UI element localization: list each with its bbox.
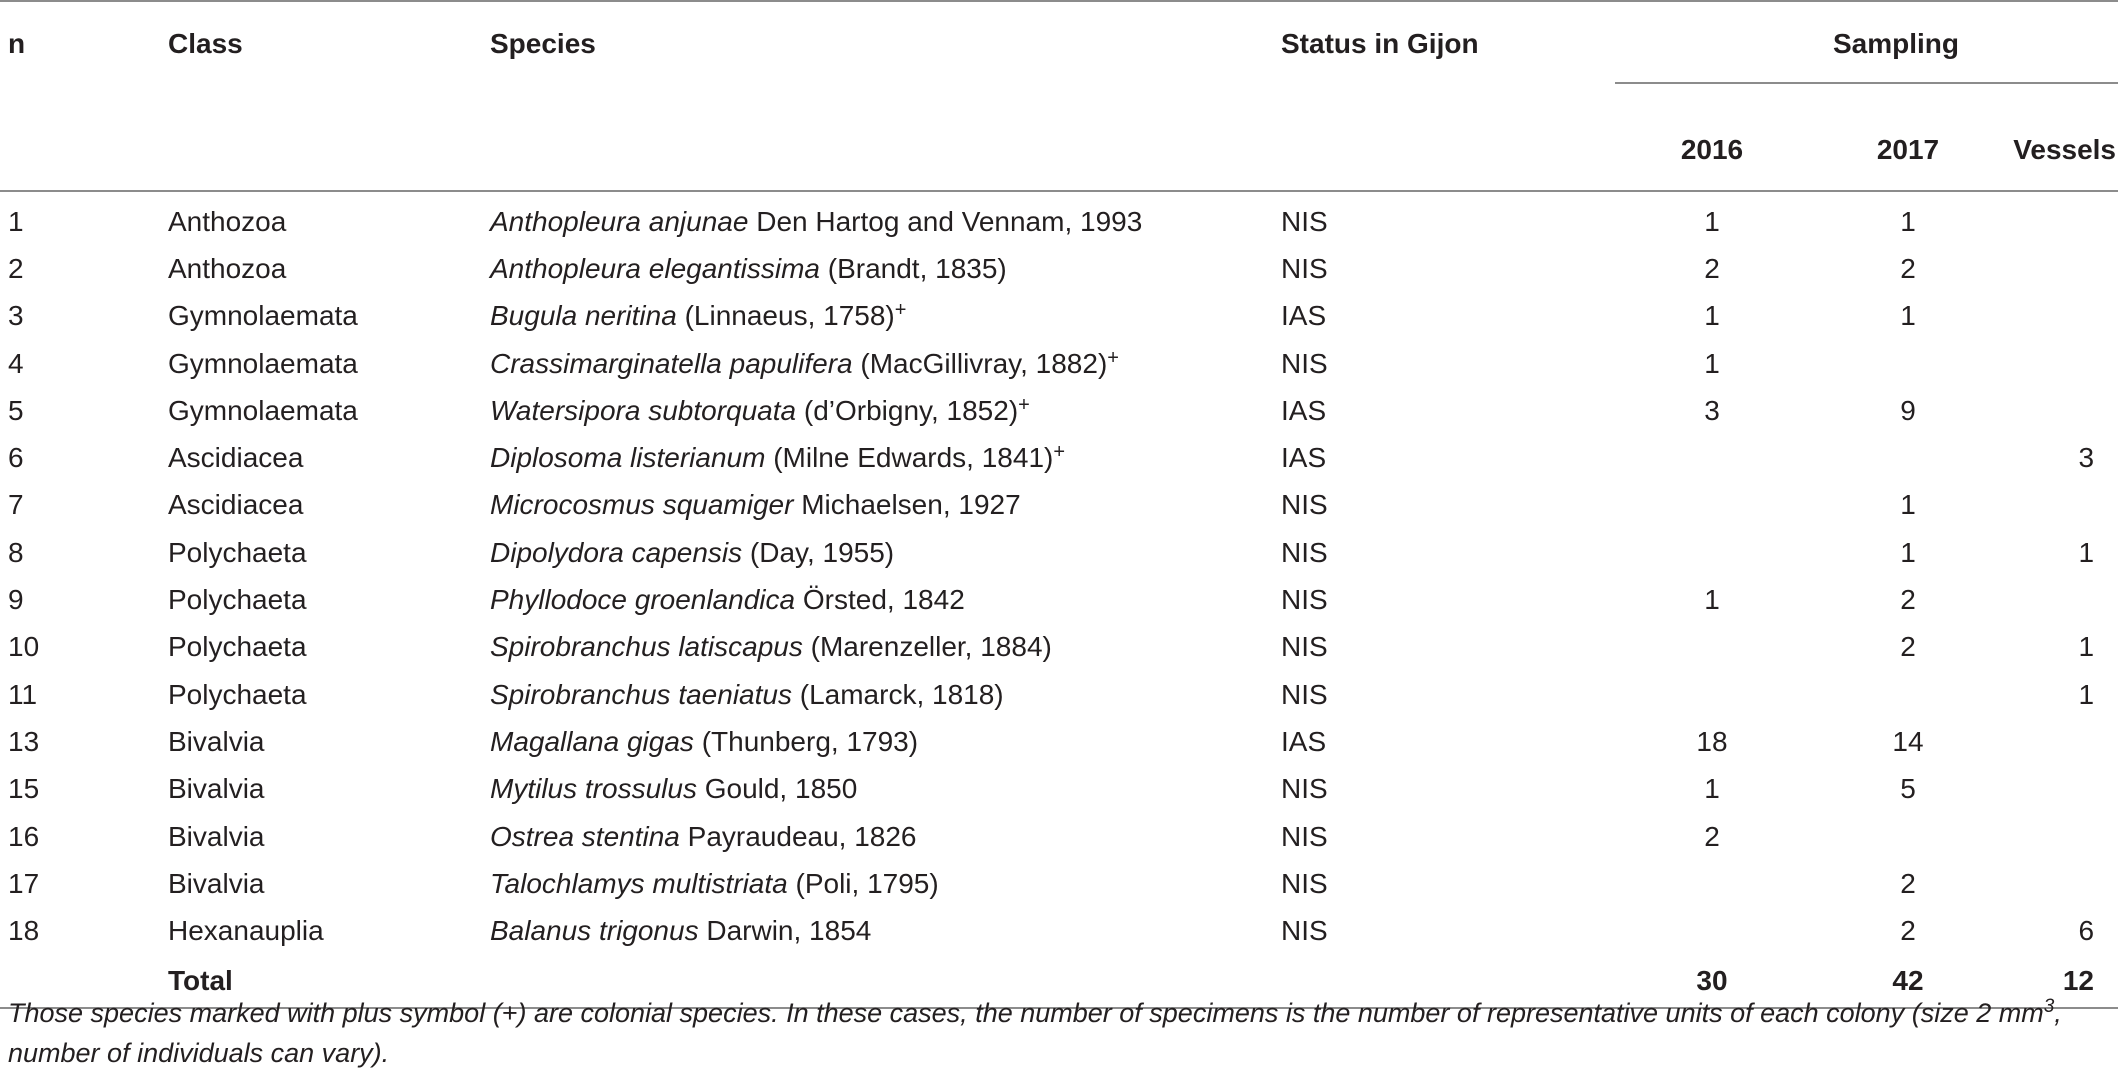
cell-n: 13 (8, 725, 40, 757)
header-row-top (0, 1, 2118, 110)
species-binomial: Microcosmus squamiger (490, 489, 794, 521)
cell-vessels (2006, 813, 2118, 860)
table-row (0, 907, 2118, 954)
cell-n: 4 (8, 347, 24, 379)
cell-2016: 2 (1704, 252, 1720, 284)
cell-vessels: 6 (2078, 915, 2095, 947)
cell-vessels (2006, 766, 2118, 813)
species-binomial: Diplosoma listerianum (490, 442, 766, 474)
cell-2016 (1614, 907, 1810, 954)
cell-class: Gymnolaemata (168, 347, 358, 379)
cell-class: Polychaeta (168, 678, 307, 710)
cell-n: 6 (8, 442, 24, 474)
cell-status: NIS (1281, 867, 1328, 899)
cell-species (490, 293, 1281, 340)
cell-class: Gymnolaemata (168, 300, 358, 332)
cell-2017: 9 (1900, 394, 1916, 426)
species-binomial: Watersipora subtorquata (490, 394, 797, 426)
cell-species (490, 766, 1281, 813)
cell-vessels (2006, 191, 2118, 245)
cell-class: Bivalvia (168, 820, 265, 852)
header-2017: 2017 (1810, 110, 2006, 191)
species-authority: (Marenzeller, 1884) (802, 631, 1052, 663)
cell-class: Ascidiacea (168, 442, 304, 474)
species-binomial: Anthopleura elegantissima (490, 252, 820, 284)
species-authority: (Day, 1955) (742, 536, 895, 568)
cell-2016 (1614, 482, 1810, 529)
cell-vessels (2006, 482, 2118, 529)
cell-species (490, 387, 1281, 434)
cell-2017: 2 (1900, 867, 1916, 899)
cell-species (490, 813, 1281, 860)
table-row (0, 813, 2118, 860)
header-2016: 2016 (1614, 110, 1810, 191)
cell-status: NIS (1281, 489, 1328, 521)
footnote-text-after: , number of individuals can vary). (8, 998, 2062, 1068)
cell-class: Bivalvia (168, 725, 265, 757)
cell-vessels (2006, 576, 2118, 623)
species-authority: (Poli, 1795) (787, 867, 939, 899)
footnote-superscript: 3 (2043, 996, 2055, 1017)
cell-status: NIS (1281, 205, 1328, 237)
species-binomial: Mytilus trossulus (490, 773, 697, 805)
cell-class: Bivalvia (168, 867, 265, 899)
cell-species (490, 529, 1281, 576)
cell-n: 1 (8, 205, 24, 237)
cell-n: 3 (8, 300, 24, 332)
header-class: Class (168, 1, 490, 110)
species-authority: (MacGillivray, 1882) (852, 347, 1108, 379)
species-authority: Darwin, 1854 (698, 915, 872, 947)
species-binomial: Talochlamys multistriata (490, 867, 788, 899)
species-authority: Den Hartog and Vennam, 1993 (748, 205, 1143, 237)
cell-vessels: 1 (2078, 678, 2095, 710)
species-binomial: Crassimarginatella papulifera (490, 347, 853, 379)
cell-n: 11 (8, 678, 38, 710)
cell-species (490, 245, 1281, 292)
cell-species (490, 340, 1281, 387)
cell-status: NIS (1281, 678, 1328, 710)
table-row (0, 718, 2118, 765)
cell-vessels (2006, 245, 2118, 292)
cell-2016 (1614, 529, 1810, 576)
cell-vessels: 1 (2078, 536, 2095, 568)
species-authority: Örsted, 1842 (795, 584, 965, 616)
header-sampling-label: Sampling (1833, 28, 1960, 59)
cell-species (490, 671, 1281, 718)
colonial-marker: + (1107, 346, 1119, 369)
cell-species (490, 860, 1281, 907)
cell-n: 15 (8, 773, 40, 805)
cell-2017: 5 (1900, 773, 1916, 805)
cell-2016 (1614, 434, 1810, 481)
species-binomial: Magallana gigas (490, 725, 694, 757)
header-row-bottom (0, 110, 2118, 191)
header-status: Status in Gijon (1281, 1, 1614, 110)
table-row (0, 482, 2118, 529)
cell-n: 18 (8, 915, 40, 947)
colonial-marker: + (894, 299, 907, 322)
cell-2016: 1 (1704, 300, 1720, 332)
cell-status: IAS (1281, 300, 1327, 332)
cell-status: IAS (1281, 394, 1327, 426)
total-2017: 42 (1810, 955, 2006, 1008)
cell-status: IAS (1281, 442, 1327, 474)
cell-class: Polychaeta (168, 536, 307, 568)
species-binomial: Anthopleura anjunae (490, 205, 749, 237)
cell-status: NIS (1281, 631, 1328, 663)
species-binomial: Phyllodoce groenlandica (490, 584, 796, 616)
cell-2017 (1810, 434, 2006, 481)
cell-2017: 14 (1892, 725, 1924, 757)
cell-status: NIS (1281, 915, 1328, 947)
cell-2016 (1614, 624, 1810, 671)
table-row (0, 671, 2118, 718)
table-row (0, 624, 2118, 671)
header-species: Species (490, 1, 1281, 110)
species-binomial: Balanus trigonus (490, 915, 699, 947)
cell-2017: 1 (1900, 205, 1916, 237)
cell-2016: 1 (1704, 347, 1720, 379)
cell-n: 17 (8, 867, 40, 899)
table-row (0, 293, 2118, 340)
cell-species (490, 434, 1281, 481)
cell-species (490, 718, 1281, 765)
cell-species (490, 576, 1281, 623)
species-authority: (Thunberg, 1793) (693, 725, 919, 757)
cell-2017: 2 (1900, 252, 1916, 284)
species-authority: (Lamarck, 1818) (791, 678, 1004, 710)
cell-2017: 2 (1900, 915, 1916, 947)
cell-n: 16 (8, 820, 40, 852)
total-label: Total (168, 955, 490, 1008)
cell-2016 (1614, 671, 1810, 718)
cell-2017: 2 (1900, 631, 1916, 663)
cell-2016: 18 (1696, 725, 1728, 757)
cell-n: 10 (8, 631, 40, 663)
header-vessels: Vessels (2006, 110, 2118, 191)
cell-vessels (2006, 293, 2118, 340)
cell-species (490, 482, 1281, 529)
colonial-marker: + (1053, 441, 1066, 464)
species-authority: (Linnaeus, 1758) (676, 300, 895, 332)
cell-2017 (1810, 340, 2006, 387)
cell-status: NIS (1281, 584, 1328, 616)
cell-vessels: 3 (2078, 442, 2095, 474)
species-binomial: Bugula neritina (490, 300, 677, 332)
cell-2017: 1 (1900, 300, 1916, 332)
cell-2016 (1614, 860, 1810, 907)
cell-status: NIS (1281, 347, 1328, 379)
cell-status: NIS (1281, 252, 1328, 284)
cell-species (490, 624, 1281, 671)
table-body (0, 191, 2118, 1008)
total-vessels: 12 (2006, 955, 2118, 1008)
footnote-text-before: Those species marked with plus symbol (+) are colonial species. In these cases, the number of specimens is the number of representative units of each colony (size 2 mm (8, 998, 2044, 1028)
table-row (0, 576, 2118, 623)
cell-class: Hexanauplia (168, 915, 324, 947)
cell-status: NIS (1281, 773, 1328, 805)
species-authority: Michaelsen, 1927 (793, 489, 1021, 521)
table-row (0, 766, 2118, 813)
species-authority: Gould, 1850 (696, 773, 858, 805)
header-sampling (1614, 1, 2118, 110)
cell-class: Gymnolaemata (168, 394, 358, 426)
cell-2016: 1 (1704, 584, 1720, 616)
cell-species (490, 191, 1281, 245)
cell-class: Anthozoa (168, 205, 287, 237)
cell-2017 (1810, 813, 2006, 860)
cell-2016: 1 (1704, 205, 1720, 237)
cell-status: NIS (1281, 536, 1328, 568)
header-n: n (0, 1, 168, 110)
cell-2016: 1 (1704, 773, 1720, 805)
cell-n: 8 (8, 536, 24, 568)
cell-n: 5 (8, 394, 24, 426)
cell-2017: 1 (1900, 536, 1916, 568)
species-binomial: Spirobranchus latiscapus (490, 631, 803, 663)
cell-vessels (2006, 340, 2118, 387)
table-row (0, 529, 2118, 576)
table-row (0, 387, 2118, 434)
cell-species (490, 907, 1281, 954)
cell-n: 9 (8, 584, 24, 616)
cell-status: NIS (1281, 820, 1328, 852)
cell-vessels (2006, 718, 2118, 765)
table-row (0, 245, 2118, 292)
species-binomial: Dipolydora capensis (490, 536, 743, 568)
cell-class: Bivalvia (168, 773, 265, 805)
cell-n: 2 (8, 252, 24, 284)
cell-class: Polychaeta (168, 584, 307, 616)
species-binomial: Spirobranchus taeniatus (490, 678, 792, 710)
cell-2016: 2 (1704, 820, 1720, 852)
cell-vessels (2006, 387, 2118, 434)
table-row (0, 434, 2118, 481)
species-binomial: Ostrea stentina (490, 820, 680, 852)
cell-class: Ascidiacea (168, 489, 304, 521)
cell-2017: 2 (1900, 584, 1916, 616)
cell-2016: 3 (1704, 394, 1720, 426)
species-authority: (Milne Edwards, 1841) (765, 442, 1054, 474)
table-footnote (8, 993, 2108, 1073)
table-row (0, 860, 2118, 907)
total-2016: 30 (1614, 955, 1810, 1008)
table-row (0, 340, 2118, 387)
species-authority: (Brandt, 1835) (819, 252, 1007, 284)
cell-n: 7 (8, 489, 24, 521)
cell-class: Anthozoa (168, 252, 287, 284)
cell-2017 (1810, 671, 2006, 718)
cell-2017: 1 (1900, 489, 1916, 521)
cell-class: Polychaeta (168, 631, 307, 663)
cell-vessels (2006, 860, 2118, 907)
species-authority: (d’Orbigny, 1852) (796, 394, 1019, 426)
colonial-marker: + (1018, 393, 1030, 416)
cell-status: IAS (1281, 725, 1327, 757)
cell-vessels: 1 (2078, 631, 2095, 663)
table-row (0, 191, 2118, 245)
species-authority: Payraudeau, 1826 (679, 820, 917, 852)
